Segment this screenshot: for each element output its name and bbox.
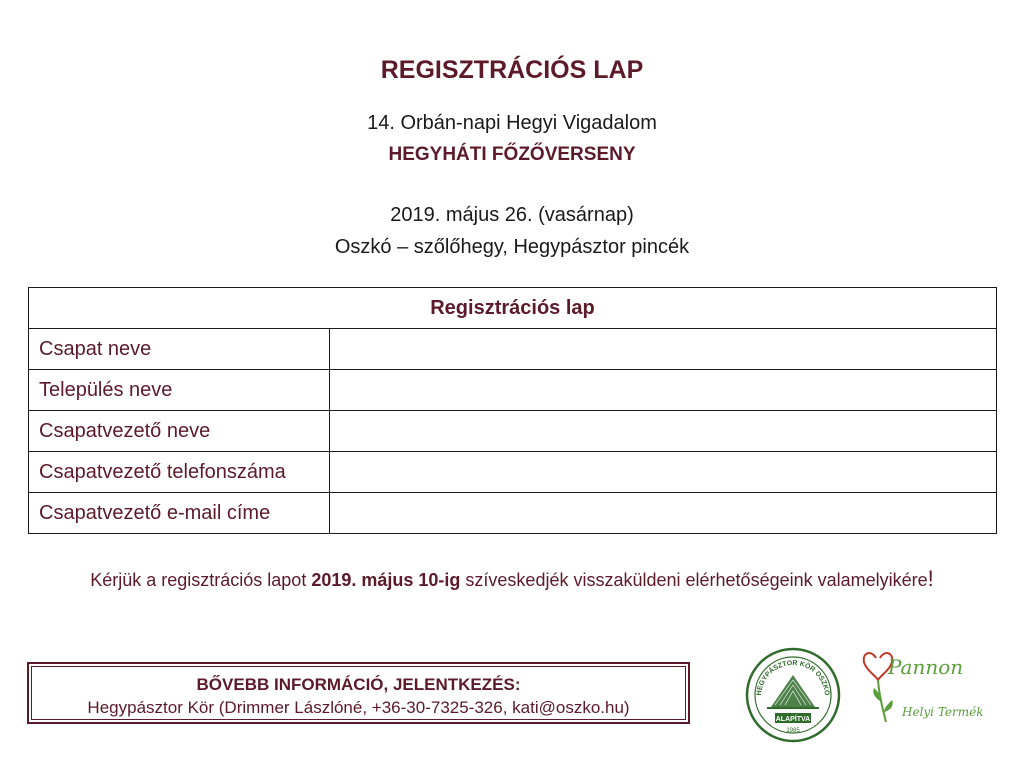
row-label-leader-phone: Csapatvezető telefonszáma bbox=[29, 452, 330, 493]
table-header-row bbox=[29, 288, 997, 329]
info-contact: Hegypásztor Kör (Drimmer Lászlóné, +36-30-7325-326, kati@oszko.hu) bbox=[87, 698, 630, 717]
table-row bbox=[29, 329, 997, 370]
pannon-helyi-termek-logo bbox=[862, 644, 1002, 734]
table-row bbox=[29, 370, 997, 411]
registration-table bbox=[28, 287, 997, 534]
leader-name-field[interactable] bbox=[330, 411, 997, 452]
stem-icon bbox=[878, 680, 886, 722]
row-label-team-name: Csapat neve bbox=[29, 329, 330, 370]
notice-exclamation: ! bbox=[927, 566, 934, 591]
competition-name: HEGYHÁTI FŐZŐVERSENY bbox=[388, 144, 636, 165]
table-heading: Regisztrációs lap bbox=[29, 288, 997, 329]
leaf-icon bbox=[884, 700, 893, 712]
event-name: 14. Orbán-napi Hegyi Vigadalom bbox=[367, 112, 657, 134]
notice-text-before: Kérjük a regisztrációs lapot bbox=[90, 570, 312, 590]
hut-icon bbox=[767, 675, 819, 709]
notice-text-after: szíveskedjék visszaküldeni elérhetőségeink valamelyikére bbox=[460, 570, 928, 590]
leader-email-field[interactable] bbox=[330, 493, 997, 534]
row-label-town-name: Település neve bbox=[29, 370, 330, 411]
team-name-field[interactable] bbox=[330, 329, 997, 370]
deadline-notice bbox=[0, 566, 1024, 592]
seal-top-text: HEGYPÁSZTOR KÖR OSZKÓ bbox=[755, 659, 831, 696]
info-title: BŐVEBB INFORMÁCIÓ, JELENTKEZÉS: bbox=[196, 675, 521, 694]
info-box-inner bbox=[31, 666, 686, 720]
event-date: 2019. május 26. (vasárnap) bbox=[390, 204, 634, 226]
pannon-name: Pannon bbox=[888, 655, 964, 679]
row-label-leader-email: Csapatvezető e-mail címe bbox=[29, 493, 330, 534]
table-row bbox=[29, 452, 997, 493]
table-row bbox=[29, 493, 997, 534]
info-box bbox=[27, 662, 690, 724]
seal-founded-text: ALAPÍTVA bbox=[775, 716, 811, 723]
town-name-field[interactable] bbox=[330, 370, 997, 411]
leader-phone-field[interactable] bbox=[330, 452, 997, 493]
hegypasztor-seal-logo bbox=[745, 647, 841, 743]
pannon-subtitle: Helyi Termék bbox=[902, 705, 984, 719]
seal-year: 1985 bbox=[786, 728, 800, 734]
table-row bbox=[29, 411, 997, 452]
page-title: REGISZTRÁCIÓS LAP bbox=[380, 56, 644, 84]
event-location: Oszkó – szőlőhegy, Hegypásztor pincék bbox=[334, 236, 690, 258]
row-label-leader-name: Csapatvezető neve bbox=[29, 411, 330, 452]
notice-deadline: 2019. május 10-ig bbox=[311, 570, 461, 590]
